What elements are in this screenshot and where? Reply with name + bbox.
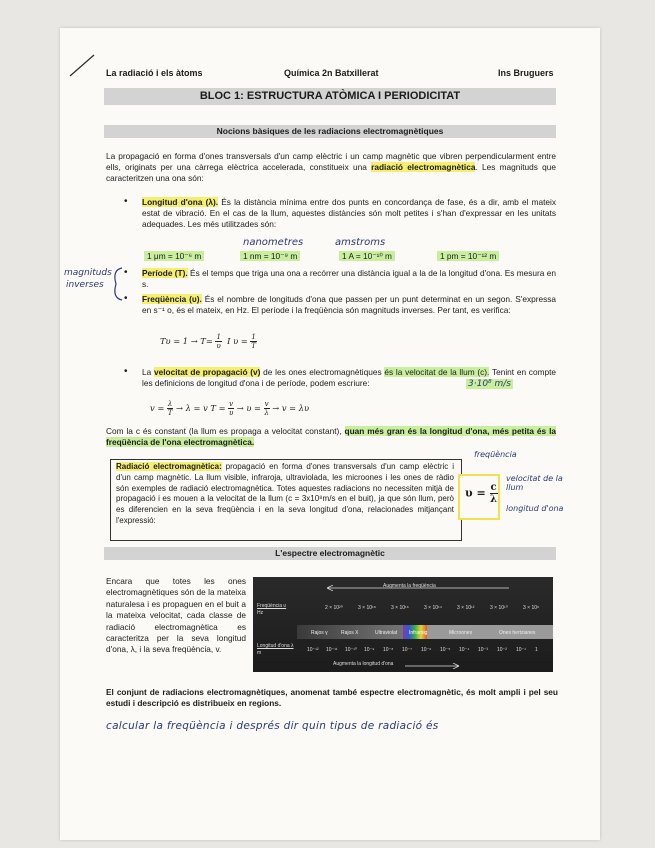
- note-speed: 3·10⁸ m/s: [468, 379, 511, 389]
- bullet-dot: •: [124, 196, 128, 207]
- wl-value: 10⁻¹: [516, 647, 526, 653]
- constant-paragraph: [106, 426, 556, 448]
- freq-value: 2 × 10²⁰: [325, 605, 343, 611]
- bullet-frequencia: [142, 294, 556, 316]
- constant-bold: quan més gran és la longitud d'ona, més petita és la freqüència de l'ona electromagnètica.: [106, 426, 557, 447]
- band-label: Infraroig: [409, 630, 428, 636]
- wl-value: 10⁻⁵: [440, 647, 451, 653]
- spectrum-diagram: [253, 577, 553, 672]
- intro-text-1: La propagació en forma d'ones transversals d'un camp elèctric i un camp magnètic que vibren perpendicularment entre ells, originats per una càrrega elèctrica accelerada, constitueix una: [106, 151, 556, 172]
- formula-period-frequency: Tυ = 1 → T= 1 υ I υ = 1 T: [160, 333, 256, 350]
- unit-micrometre: 1 μm = 10⁻⁶ m: [144, 251, 204, 261]
- intro-highlight: radiació electromagnètica: [371, 162, 476, 172]
- brace-mark: [110, 266, 124, 302]
- text-periode: És el temps que triga una ona a recórrer una distància igual a la de la longitud d'ona. Es mesura en s.: [142, 268, 556, 289]
- wl-value: 10⁻¹⁰: [345, 647, 357, 653]
- unit-angstrom: 1 A = 10⁻¹⁰ m: [339, 251, 395, 261]
- note-nanometres: nanometres: [243, 237, 304, 248]
- note-frequencia: freqüència: [474, 450, 517, 459]
- intro-paragraph: [106, 151, 556, 184]
- formula-velocity: v = λ T → λ = v T = v υ → υ = v λ → v = λυ: [150, 400, 310, 417]
- header-left: La radiació i els àtoms: [106, 68, 203, 78]
- band-label: Ultraviolat: [375, 630, 398, 636]
- freq-value: 3 × 10¹⁸: [358, 605, 376, 611]
- wl-unit: m: [257, 650, 262, 656]
- constant-text: Com la c és constant (la llum es propaga a velocitat constant),: [106, 426, 345, 436]
- band-label: Rajos γ: [311, 630, 328, 636]
- wl-value: 10⁻³: [478, 647, 488, 653]
- arrow-left-icon: [323, 585, 513, 591]
- wl-value: 10⁻⁷: [402, 647, 413, 653]
- band-label: Microones: [449, 630, 473, 636]
- wl-value: 10⁻⁸: [383, 647, 394, 653]
- bullet-longitud: [142, 197, 556, 230]
- formula-c-lambda: υ = c λ: [465, 482, 498, 505]
- bullet-dot: •: [124, 293, 128, 304]
- freq-label: Freqüència υ: [257, 603, 287, 609]
- term-velocitat: velocitat de propagació (v): [153, 367, 261, 377]
- text-longitud: És la distància mínima entre dos punts en concordança de fase, és a dir, amb el mateix estat de vibració. En el cas de la llum, aquestes distàncies són molt petites i s'han d'expressar en les unitats adequades. Les més utilitzades són:: [142, 197, 557, 229]
- arrow-right-icon: [403, 663, 463, 669]
- section-title-espectre: L'espectre electromagnètic: [104, 547, 556, 560]
- wl-value: 10⁻¹²: [307, 647, 319, 653]
- freq-unit: Hz: [257, 610, 264, 616]
- wl-value: 10⁻⁹: [364, 647, 375, 653]
- text-velocitat-hl: és la velocitat de la llum (c).: [384, 367, 490, 377]
- term-periode: Període (T).: [142, 268, 188, 278]
- text-velocitat-1: de les ones electromagnètiques: [260, 367, 385, 377]
- section-title-nocions: Nocions bàsiques de les radiacions electromagnètiques: [104, 125, 556, 138]
- intro-text-2: . Les magnituds que caracteritzen una ona són:: [106, 162, 556, 183]
- spectrum-bottom-arrow-label: Augmenta la longitud d'ona: [333, 661, 394, 667]
- wl-label: Longitud d'ona λ: [257, 643, 294, 649]
- note-amstroms: amstroms: [335, 237, 386, 248]
- term-radiacio: Radiació electromagnètica:: [116, 462, 222, 471]
- note-bottom: calcular la freqüència i després dir quin tipus de radiació és: [106, 720, 439, 732]
- freq-value: 3 × 10¹⁴: [424, 605, 442, 611]
- term-longitud: Longitud d'ona (λ).: [142, 197, 219, 207]
- definition-text: [116, 462, 454, 527]
- text-frequencia: És el nombre de longituds d'ona que passen per un punt determinat en un segon. S'expressa en s⁻¹ o, és el mateix, en Hz. El període i la freqüència són magnituds inverses. Per tant, es verifica:: [142, 294, 557, 315]
- bloc-title: BLOC 1: ESTRUCTURA ATÒMICA I PERIODICITAT: [104, 88, 556, 105]
- conclusion-paragraph: El conjunt de radiacions electromagnètiques, anomenat també espectre electromagnètic, és molt ampli i pel seu estudi i descripció es distribueix en regions.: [106, 687, 558, 708]
- bullet-periode: [142, 268, 556, 290]
- wl-value: 1: [535, 647, 538, 653]
- bullet-dot: •: [124, 366, 128, 377]
- wl-value: 10⁻⁴: [459, 647, 470, 653]
- definition-body: propagació en forma d'ones transversals d'un camp elèctric i d'un camp magnètic. La llum visible, infraroja, ultraviolada, les microones i les ones de ràdio són exemples de radiació electromagnètica. Totes aquestes radiacions no necessiten mitjà de propagació i es mouen a la velocitat de la llum (c = 3x10⁸m/s en el buit), ja que són llum, però es diferencien en la seva freqüència i en la seva longitud d'ona, relacionades mitjançant l'expressió:: [116, 462, 454, 525]
- header-center: Química 2n Batxillerat: [284, 68, 379, 78]
- text-velocitat-2: Tenint en compte les definicions de longitud d'ona i de període, podem escriure:: [142, 367, 557, 388]
- freq-value: 3 × 10⁸: [523, 605, 540, 611]
- note-longitud: longitud d'ona: [506, 504, 564, 513]
- freq-value: 3 × 10¹⁶: [391, 605, 409, 611]
- wl-value: 10⁻⁶: [421, 647, 432, 653]
- pen-stroke-mark: [68, 52, 98, 78]
- header-right: Ins Bruguers: [498, 68, 554, 78]
- term-frequencia: Freqüència (υ).: [142, 294, 202, 304]
- band-label: Ones hertzianes: [499, 630, 536, 636]
- unit-picometre: 1 pm = 10⁻¹² m: [437, 251, 499, 261]
- wl-value: 10⁻¹¹: [326, 647, 338, 653]
- freq-value: 3 × 10¹²: [457, 605, 475, 611]
- band-label: Rajos X: [341, 630, 359, 636]
- note-magnituds: magnituds: [64, 268, 112, 278]
- bullet-dot: •: [124, 267, 128, 278]
- spectrum-paragraph: Encara que totes les ones electromagnètiques són de la mateixa naturalesa i es propaguen en el buit a la mateixa velocitat, cada classe de radiació electromagnètica es caracteritza per la seva longitud d'ona, λ, i la seva freqüència, v.: [106, 576, 246, 655]
- freq-value: 3 × 10¹⁰: [490, 605, 508, 611]
- note-inverses: inverses: [66, 280, 104, 290]
- wl-value: 10⁻²: [497, 647, 507, 653]
- spectrum-top-arrow-label: Augmenta la freqüència: [383, 583, 436, 589]
- text-velocitat-pre: La: [142, 367, 154, 377]
- note-velocitat: velocitat de la llum: [506, 474, 563, 492]
- unit-nanometre: 1 nm = 10⁻⁹ m: [240, 251, 300, 261]
